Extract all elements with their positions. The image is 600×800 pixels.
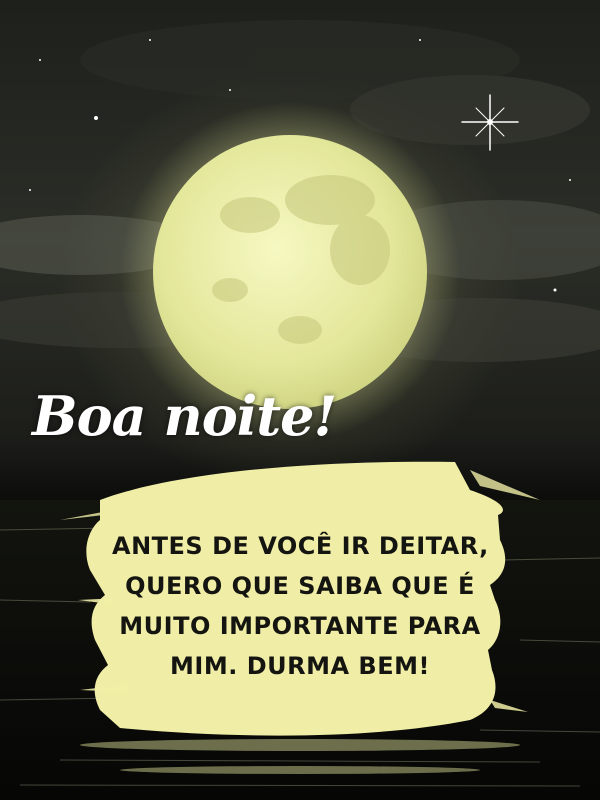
greeting-title: Boa noite! xyxy=(32,384,337,448)
full-moon xyxy=(153,135,427,409)
message-line: MIM. DURMA BEM! xyxy=(170,652,430,680)
message-line: QUERO QUE SAIBA QUE É xyxy=(125,572,475,600)
message-line: MUITO IMPORTANTE PARA xyxy=(119,612,481,640)
message-text xyxy=(112,526,488,686)
message-line: ANTES DE VOCÊ IR DEITAR, xyxy=(112,532,489,560)
